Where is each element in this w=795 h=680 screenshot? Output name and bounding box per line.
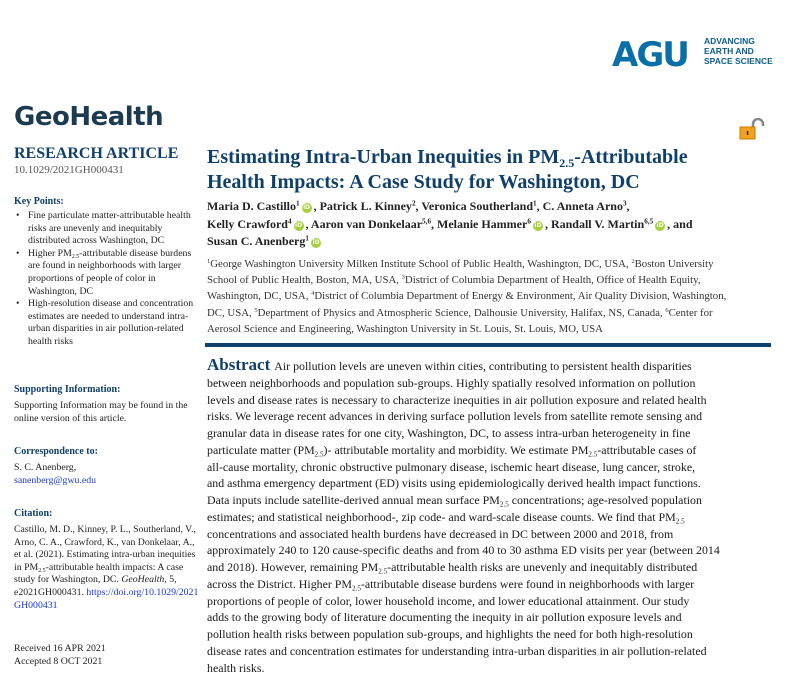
supporting-info-text: Supporting Information may be found in the online version of this article.	[14, 400, 188, 424]
text-run: Air pollution levels are uneven within cities, contributing to persistent health disparities	[274, 359, 692, 373]
text-run: District of Columbia Department of Health, Office of Health Equity,	[404, 274, 701, 287]
agu-tagline	[704, 36, 773, 66]
abstract-line	[207, 459, 775, 476]
key-point	[14, 210, 199, 248]
orcid-icon[interactable]: iD	[303, 204, 311, 211]
superscript: 1	[296, 199, 300, 208]
correspondence-heading: Correspondence to:	[14, 446, 98, 457]
abstract-line	[207, 526, 775, 543]
text-run: Estimating Intra-Urban Inequities in PM	[207, 146, 560, 168]
text-run: DC, USA,	[207, 306, 255, 319]
text-run: Susan C. Anenberg	[207, 234, 306, 248]
abstract	[207, 357, 775, 676]
orcid-icon[interactable]: iD	[295, 221, 303, 229]
abstract-line	[207, 425, 775, 442]
title-line	[207, 145, 772, 170]
journal-name: GeoHealth	[14, 102, 164, 132]
text-run: between neighborhoods and population sub-groups. Highly spatially resolved information on pollution	[207, 375, 696, 390]
abstract-line	[207, 593, 775, 610]
text-run: High-resolution disease and concentration estimates are needed to understand intra-urban disparities in air pollution-related health risks	[28, 298, 194, 347]
text-run: adds to the growing body of literature documenting the inequity in air pollution exposure levels and	[207, 610, 682, 625]
text-run: , Aaron van Donkelaar	[305, 216, 423, 231]
text-run: and 2018). However, remaining PM	[207, 560, 379, 574]
text-run: Department of Physics and Atmospheric Science, Dalhousie University, Halifax, NS, Canada,	[257, 306, 666, 319]
key-point	[14, 248, 199, 298]
text-run: -attributable disease burdens are found in neighborhoods with larger proportions of people of color in Washington, DC	[28, 247, 192, 297]
author-line	[207, 233, 772, 251]
title-line	[207, 170, 772, 195]
abstract-line	[207, 626, 775, 643]
text-run: concentrations; age-resolved population	[508, 493, 702, 507]
text-run: Health Impacts: A Case Study for Washington, DC	[207, 171, 640, 193]
text-run: ,	[626, 199, 630, 213]
abstract-line	[207, 660, 775, 677]
subscript: 2.5	[71, 253, 80, 260]
text-run: -attributable disease burdens were found in neighborhoods with larger	[360, 576, 695, 591]
superscript: 5,6	[422, 217, 432, 226]
orcid-icon[interactable]: iD	[534, 221, 542, 229]
text-run: Maria D. Castillo	[207, 199, 296, 213]
text-run: and asthma emergency department (ED) visits using epidemiologically derived health impact functions.	[207, 476, 701, 491]
abstract-line	[207, 559, 775, 576]
author-line	[207, 216, 772, 234]
correspondent-email-link[interactable]: sanenberg@gwu.edu	[14, 474, 97, 486]
text-run: proportions of people of color, lower household income, and lower educational attainment. Our study	[207, 593, 690, 608]
subscript: 2.5	[675, 517, 685, 526]
text-run: granular data in disease rates for one city, Washington, DC, to assess intra-urban heterogeneity in fine	[207, 426, 691, 440]
abstract-line	[207, 375, 775, 392]
abstract-line	[207, 392, 775, 409]
text-run: Boston University	[634, 258, 714, 270]
text-run: across the District. Higher PM	[207, 576, 352, 591]
subscript: 2.5	[559, 156, 575, 171]
abstract-line	[207, 576, 775, 593]
superscript: 4	[287, 217, 292, 226]
text-run: , and	[667, 216, 693, 231]
affiliations	[207, 256, 772, 337]
affiliation-line	[207, 272, 772, 288]
citation-heading: Citation:	[14, 508, 53, 519]
orcid-icon[interactable]: iD	[312, 239, 320, 246]
text-run: approximately 240 to 120 cause-specific deaths and from 40 to 30 asthma ED visits per year (between 2014	[207, 543, 720, 558]
superscript: 1	[207, 258, 211, 266]
citation	[14, 524, 199, 612]
text-run: , Patrick L. Kinney	[313, 199, 412, 213]
abstract-line	[207, 542, 775, 559]
text-run: health risks.	[207, 660, 265, 675]
subscript: 2.5	[378, 567, 388, 576]
text-run: Fine particulate matter-attributable health risks are unevenly and inequitably distributed across Washington, DC	[28, 210, 191, 247]
text-run: , Melanie Hammer	[431, 216, 528, 231]
text-run: Data inputs include satellite-derived annual mean surface PM	[207, 493, 500, 507]
superscript: 1	[533, 199, 537, 208]
abstract-line	[207, 357, 775, 375]
text-run: , Randall V. Martin	[544, 216, 645, 231]
subscript: 2.5	[588, 450, 598, 459]
text-run: estimates; and statistical neighborhood-, zip code- and ward-scale disease counts. We find that PM	[207, 509, 676, 524]
citation-text: -attributable health impacts: A case study for Washington, DC.	[14, 561, 184, 586]
text-run: George Washington University Milken Institute School of Public Health, Washington, DC, USA,	[210, 258, 632, 270]
abstract-line	[207, 408, 775, 425]
dates	[14, 643, 199, 668]
text-run: pollution health risks between population sub-groups, and highlights the need for both high-resolution	[207, 627, 693, 641]
svg-text:AGU: AGU	[612, 35, 688, 75]
affiliation-line	[207, 305, 772, 321]
abstract-line	[207, 492, 775, 509]
text-run: Higher PM	[28, 247, 72, 259]
text-run: risks. We leverage recent advances in deriving surface pollution levels from satellite remote sensing and	[207, 409, 703, 424]
accepted-date: Accepted 8 OCT 2021	[14, 655, 103, 667]
supporting-info-heading: Supporting Information:	[14, 384, 121, 395]
text-run: -Attributable	[574, 146, 688, 168]
article-title	[207, 145, 772, 195]
citation-doi-link[interactable]: https://doi.org/10.1029/2021GH000431	[14, 586, 199, 611]
abstract-heading: Abstract	[207, 355, 271, 374]
text-run: concentrations and associated health burdens have decreased in DC between 2000 and 2018, from	[207, 526, 674, 541]
text-run: , C. Anneta Arno	[536, 199, 623, 213]
text-run: levels and disease rates is necessary to characterize inequities in air pollution exposure and related health	[207, 392, 707, 407]
superscript: 2	[411, 199, 416, 208]
superscript: 4	[311, 290, 315, 298]
key-point	[14, 298, 199, 348]
superscript: 2	[631, 258, 635, 266]
author-line	[207, 198, 772, 216]
affiliation-line	[207, 321, 772, 337]
subscript: 2.5	[499, 500, 509, 509]
text-run: Kelly Crawford	[207, 216, 288, 231]
superscript: 3	[401, 274, 405, 282]
tagline-line: SPACE SCIENCE	[704, 56, 773, 66]
subscript: 2.5	[38, 567, 46, 574]
text-run: -attributable cases of	[597, 442, 697, 457]
text-run: all-cause mortality, chronic obstructive pulmonary disease, ischemic heart disease, lung cancer, stroke,	[207, 459, 696, 474]
text-run: Aerosol Science and Engineering, Washington University in St. Louis, St. Louis, MO, USA	[207, 322, 603, 335]
key-points-list	[14, 210, 199, 349]
text-run: School of Public Health, Boston, MA, USA,	[207, 274, 402, 287]
superscript: 3	[622, 199, 627, 208]
superscript: 5	[254, 306, 258, 314]
citation-journal: GeoHealth	[121, 574, 165, 586]
affiliation-line	[207, 256, 772, 272]
affiliation-line	[207, 288, 772, 304]
subscript: 2.5	[314, 450, 324, 459]
text-run: disease rates and concentration estimates for understanding intra-urban disparities in air pollution-related	[207, 643, 707, 658]
text-run: District of Columbia Department of Energy & Environment, Air Quality Division, Washington,	[314, 290, 727, 303]
open-access-lock-icon	[738, 118, 768, 145]
tagline-line: EARTH AND	[704, 46, 754, 56]
key-points-heading: Key Points:	[14, 196, 64, 207]
doi: 10.1029/2021GH000431	[14, 164, 124, 176]
correspondence	[14, 462, 199, 487]
text-run: Washington, DC, USA,	[207, 290, 312, 303]
abstract-line	[207, 509, 775, 526]
abstract-line	[207, 609, 775, 626]
superscript: 6	[665, 306, 669, 314]
section-divider	[205, 343, 771, 347]
text-run: -attributable health risks are unevenly and inequitably distributed	[387, 560, 698, 574]
abstract-line	[207, 442, 775, 459]
tagline-line: ADVANCING	[704, 36, 755, 46]
superscript: 1	[305, 234, 309, 243]
citation-text: Castillo, M. D., Kinney, P. L., Southerland, V., Arno, C. A., Crawford, K., van Donkelaar, A., et al. (2021). Estimating intra-urban inequities in PM	[14, 524, 196, 573]
agu-logo	[612, 30, 782, 80]
abstract-line	[207, 643, 775, 660]
citation-text: , 5, e2021GH000431.	[14, 574, 177, 598]
received-date: Received 16 APR 2021	[14, 643, 106, 654]
text-run: )- attributable mortality and morbidity. We estimate PM	[323, 442, 589, 457]
subscript: 2.5	[351, 584, 361, 593]
orcid-icon[interactable]: iD	[656, 221, 664, 229]
text-run: , Veronica Southerland	[415, 199, 533, 213]
abstract-line	[207, 475, 775, 492]
article-type: RESEARCH ARTICLE	[14, 145, 179, 162]
text-run: Center for	[668, 306, 713, 319]
superscript: 6	[527, 217, 531, 226]
author-list	[207, 198, 772, 251]
text-run: particulate matter (PM	[207, 442, 315, 457]
superscript: 6,5	[644, 217, 654, 226]
correspondent-name: S. C. Anenberg,	[14, 462, 77, 473]
